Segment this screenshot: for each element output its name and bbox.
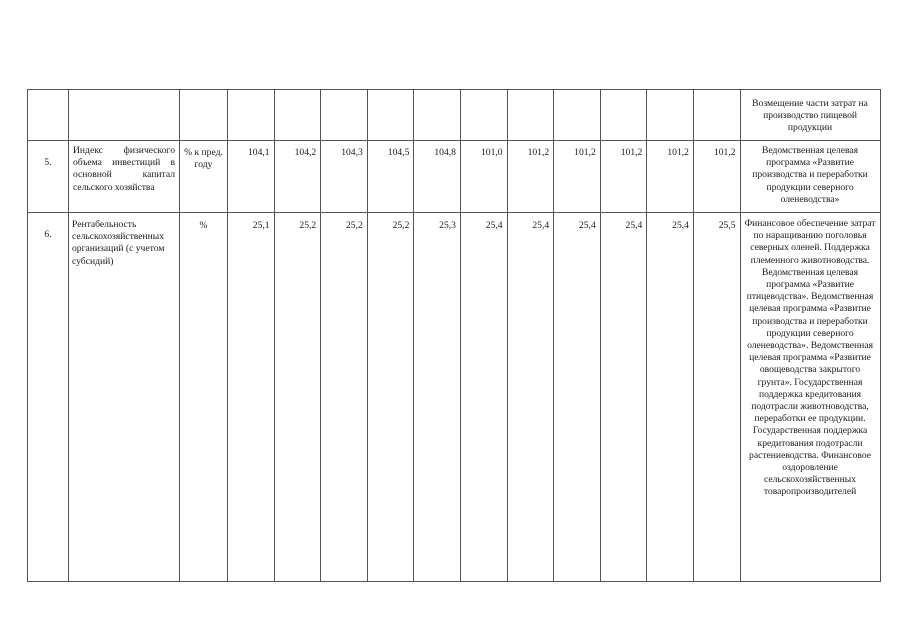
cell-value: 25,2	[367, 213, 414, 582]
cell-value: 101,2	[554, 141, 601, 213]
cell-value: 101,2	[600, 141, 647, 213]
cell-value	[507, 90, 554, 141]
cell-value: 101,2	[507, 141, 554, 213]
cell-value: 25,1	[228, 213, 275, 582]
cell-value: 25,4	[600, 213, 647, 582]
cell-value	[600, 90, 647, 141]
cell-program: Ведомственная целевая программа «Развитие производства и переработки продукции северного оленеводства»	[740, 141, 880, 213]
cell-program: Возмещение части затрат на производство пищевой продукции	[740, 90, 880, 141]
cell-program: Финансовое обеспечение затрат по наращиванию поголовья северных оленей. Поддержка племенного животноводства. Ведомственная целевая программа «Развитие птицеводства». Ведомственная целевая программа «Развитие производства и переработки продукции северного оленеводства». Ведомственная целевая программа «Развитие овощеводства закрытого грунта». Государственная поддержка кредитования подотрасли животноводства, переработки ее продукции. Государственная поддержка кредитования подотрасли растениеводства. Финансовое оздоровление сельскохозяйственных товаропроизводителей	[740, 213, 880, 582]
cell-number: 5.	[28, 141, 69, 213]
cell-number	[28, 90, 69, 141]
table-row	[28, 90, 881, 141]
cell-indicator: Индекс физического объема инвестиций в основной капитал сельского хозяйства	[69, 141, 180, 213]
cell-value	[647, 90, 694, 141]
cell-unit: %	[180, 213, 228, 582]
cell-value: 104,3	[321, 141, 368, 213]
cell-indicator	[69, 90, 180, 141]
table-row	[28, 141, 881, 213]
cell-number: 6.	[28, 213, 69, 582]
cell-value: 25,4	[554, 213, 601, 582]
cell-value	[274, 90, 321, 141]
cell-value: 101,2	[693, 141, 740, 213]
cell-value	[321, 90, 368, 141]
cell-unit	[180, 90, 228, 141]
cell-value	[414, 90, 461, 141]
cell-value	[693, 90, 740, 141]
cell-value: 25,4	[507, 213, 554, 582]
cell-value: 25,2	[274, 213, 321, 582]
table-row	[28, 213, 881, 582]
cell-value: 25,3	[414, 213, 461, 582]
cell-value: 25,4	[647, 213, 694, 582]
cell-value: 104,8	[414, 141, 461, 213]
cell-value: 104,5	[367, 141, 414, 213]
cell-value: 101,2	[647, 141, 694, 213]
cell-value: 25,5	[693, 213, 740, 582]
cell-value: 25,2	[321, 213, 368, 582]
cell-value: 104,2	[274, 141, 321, 213]
indicators-table	[27, 89, 881, 582]
cell-value	[460, 90, 507, 141]
cell-indicator: Рентабельность сельскохозяйственных организаций (с учетом субсидий)	[69, 213, 180, 582]
cell-value: 25,4	[460, 213, 507, 582]
cell-unit: % к пред. году	[180, 141, 228, 213]
cell-value	[367, 90, 414, 141]
cell-value	[228, 90, 275, 141]
cell-value	[554, 90, 601, 141]
cell-value: 101,0	[460, 141, 507, 213]
cell-value: 104,1	[228, 141, 275, 213]
